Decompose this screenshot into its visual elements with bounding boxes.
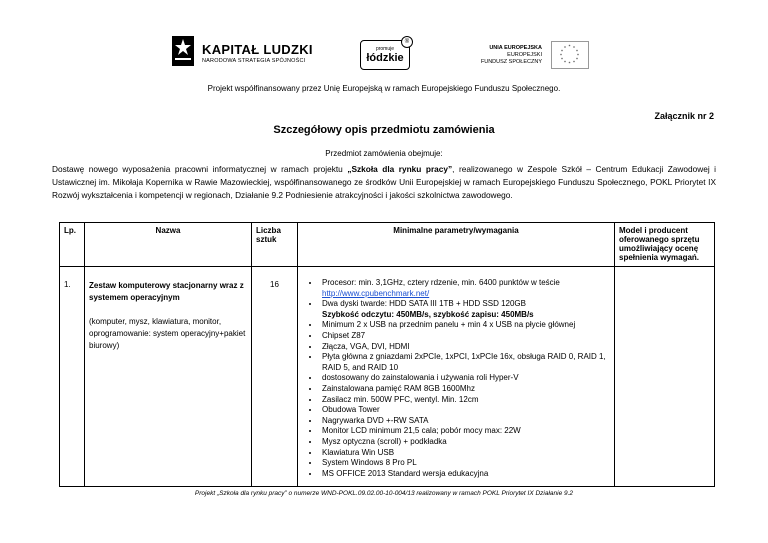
list-item: • System Windows 8 Pro PL bbox=[320, 458, 610, 469]
param-disks bbox=[320, 299, 610, 320]
row-qty-cell bbox=[252, 267, 298, 487]
param-disks-text: Dwa dyski twarde: HDD SATA III 1TB + HDD SSD 120GB bbox=[322, 299, 526, 309]
svg-text:*: * bbox=[568, 61, 571, 66]
list-item: • Zasilacz min. 500W PFC, wentyl. Min. 12cm bbox=[320, 395, 610, 406]
svg-text:*: * bbox=[573, 45, 575, 51]
funding-note: Projekt współfinansowany przez Unię Europejską w ramach Europejskiego Funduszu Społecznego. bbox=[207, 84, 561, 93]
header-params: Minimalne parametry/wymagania bbox=[298, 223, 615, 267]
list-item: • MS OFFICE 2013 Standard wersja edukacyjna bbox=[320, 469, 610, 480]
header-qty: Liczba sztuk bbox=[252, 223, 298, 267]
registered-badge: ® bbox=[401, 36, 413, 48]
row-lp-value: 1. bbox=[64, 280, 71, 289]
table-header-row bbox=[60, 223, 715, 267]
lodz-logo-main-text: łódzkie bbox=[366, 52, 404, 64]
list-item: • Mysz optyczna (scroll) + podkładka bbox=[320, 437, 610, 448]
list-item: • Klawiatura Win USB bbox=[320, 448, 610, 459]
param-cpu-text: Procesor: min. 3,1GHz, cztery rdzenie, min. 6400 punktów w teście bbox=[322, 278, 560, 287]
kapital-ludzki-title: KAPITAŁ LUDZKI bbox=[202, 42, 313, 57]
list-item: • Płyta główna z gniazdami 2xPCIe, 1xPCI, 1xPCIe 16x, obsługa RAID 0, RAID 1, RAID 5, and RAID 10 bbox=[320, 352, 610, 373]
list-item: • Minimum 2 x USB na przednim panelu + min 4 x USB na płycie głównej bbox=[320, 320, 610, 331]
row-params-cell bbox=[298, 267, 615, 487]
header-name: Nazwa bbox=[85, 223, 252, 267]
list-item: • dostosowany do zainstalowania i używania roli Hyper-V bbox=[320, 373, 610, 384]
ue-line-3: FUNDUSZ SPOŁECZNY bbox=[480, 59, 542, 65]
cpubenchmark-link[interactable]: http://www.cpubenchmark.net/ bbox=[322, 288, 430, 298]
intro-part-2: , realizowanego w Zespole Szkół – Centrum Edukacji Zawodowej i Ustawicznej im. Mikołaja Kopernika w Rawie Mazowieckiej, współfinansowanego ze środków Unii Europejskiej w ramach Europejskiego Funduszu Społecznego, POKL Priorytet IX Rozwój wykształcenia i kompetencji w regionach, Działanie 9.2 Podniesienie atrakcyjności i jakości szkolnictwa zawodowego. bbox=[52, 164, 717, 200]
intro-paragraph bbox=[52, 163, 716, 202]
params-list bbox=[302, 278, 610, 479]
kapital-ludzki-logo-icon bbox=[172, 36, 194, 66]
lodz-logo-top-text: promuje bbox=[375, 46, 395, 52]
row-name-cell bbox=[85, 267, 252, 487]
ue-logo-text bbox=[478, 45, 542, 66]
page-title: Szczegółowy opis przedmiotu zamówienia bbox=[273, 124, 495, 136]
row-lp bbox=[60, 267, 85, 487]
ue-line-1: UNIA EUROPEJSKA bbox=[489, 45, 542, 51]
param-cpu bbox=[320, 278, 610, 299]
eu-flag-icon bbox=[551, 41, 589, 69]
kapital-ludzki-subtitle: NARODOWA STRATEGIA SPÓJNOŚCI bbox=[202, 58, 306, 64]
list-item: • Obudowa Tower bbox=[320, 405, 610, 416]
table-row bbox=[60, 267, 715, 487]
param-disks-speed: Szybkość odczytu: 450MB/s, szybkość zapisu: 450MB/s bbox=[322, 309, 534, 319]
header-lp: Lp. bbox=[60, 223, 85, 267]
svg-text:*: * bbox=[564, 45, 566, 51]
list-item: • Zainstalowana pamięć RAM 8GB 1600Mhz bbox=[320, 384, 610, 395]
svg-text:*: * bbox=[577, 53, 579, 58]
product-name: Zestaw komputerowy stacjonarny wraz z systemem operacyjnym bbox=[89, 281, 244, 302]
row-qty-value: 16 bbox=[270, 280, 279, 289]
product-description: (komputer, mysz, klawiatura, monitor, oprogramowanie: system operacyjny+pakiet biurowy) bbox=[89, 317, 246, 350]
header-model: Model i producent oferowanego sprzętu umożliwiający ocenę spełnienia wymagań. bbox=[615, 223, 715, 267]
svg-text:*: * bbox=[564, 60, 566, 65]
page-subtitle: Przedmiot zamówienia obejmuje: bbox=[325, 149, 443, 158]
annex-label: Załącznik nr 2 bbox=[654, 111, 714, 121]
ue-line-2: EUROPEJSKI bbox=[507, 52, 542, 58]
project-name: „Szkoła dla rynku pracy” bbox=[347, 164, 453, 174]
intro-part-1: Dostawę nowego wyposażenia pracowni informatycznej w ramach projektu bbox=[52, 164, 348, 174]
svg-text:*: * bbox=[576, 49, 578, 54]
list-item: • Złącza, VGA, DVI, HDMI bbox=[320, 342, 610, 353]
svg-text:*: * bbox=[561, 49, 563, 54]
list-item: • Chipset Z87 bbox=[320, 331, 610, 342]
svg-text:*: * bbox=[561, 57, 563, 62]
svg-text:*: * bbox=[573, 60, 575, 65]
svg-text:*: * bbox=[568, 44, 571, 49]
page-footer: Projekt „Szkoła dla rynku pracy” o numerze WND-POKL.09.02.00-10-004/13 realizowany w ramach POKL Priorytet IX Działanie 9.2 bbox=[194, 490, 574, 497]
svg-text:*: * bbox=[560, 53, 562, 58]
specification-table bbox=[59, 222, 715, 487]
list-item: • Nagrywarka DVD +-RW SATA bbox=[320, 416, 610, 427]
list-item: • Monitor LCD minimum 21,5 cala; pobór mocy max: 22W bbox=[320, 426, 610, 437]
row-model-cell[interactable] bbox=[615, 267, 715, 487]
svg-text:*: * bbox=[576, 57, 578, 62]
